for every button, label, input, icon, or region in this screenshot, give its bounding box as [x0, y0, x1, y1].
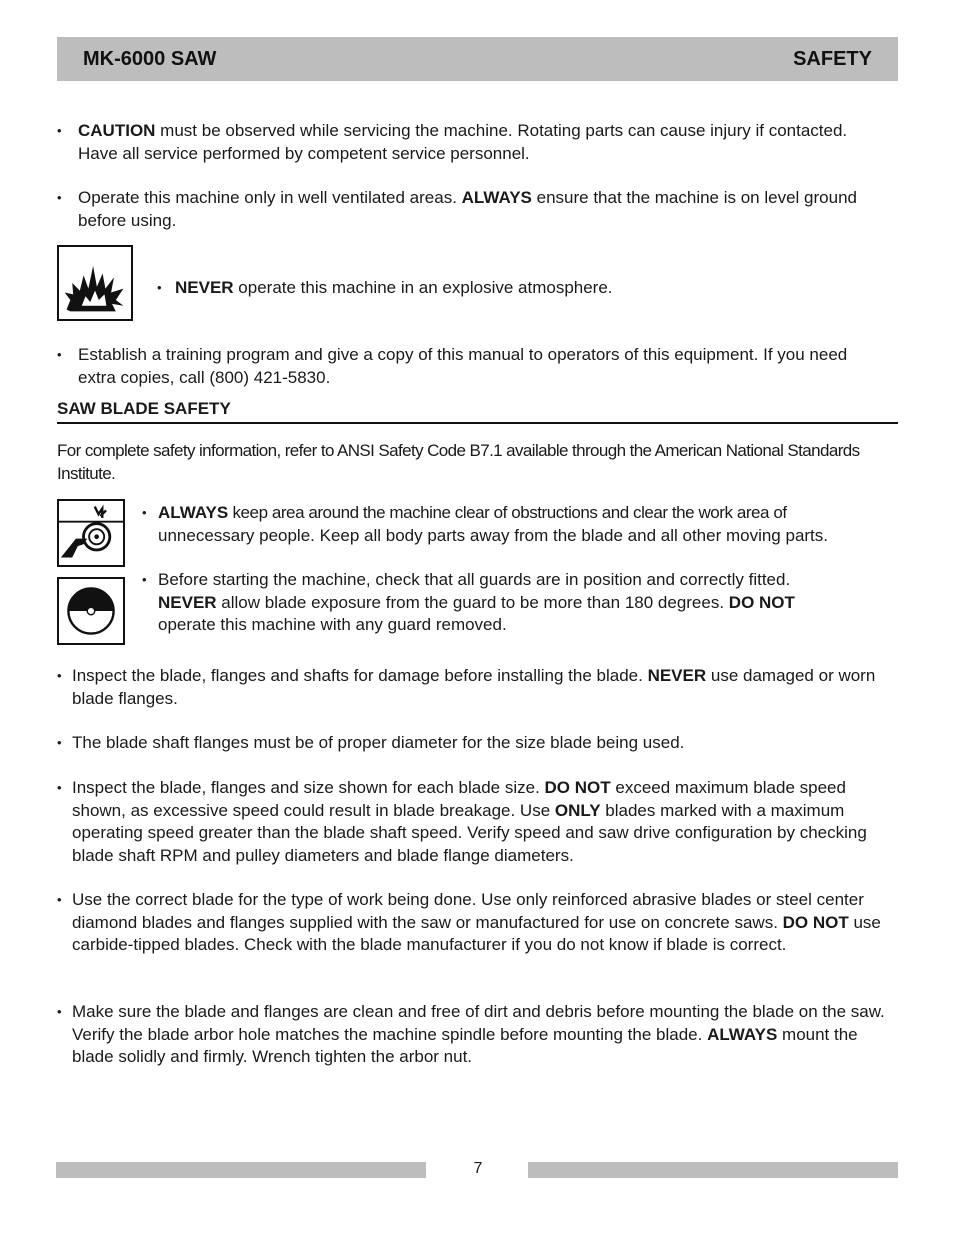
bullet-correct-blade: • Use the correct blade for the type of work being done. Use only reinforced abrasive blades or steel center diamond blades and flanges supplied with the saw or manufactured for use on concrete saws. DO NOT use carbide-tipped blades. Check with the blade manufacturer if you do not know if blade is correct. [57, 890, 881, 954]
bullet-always-keep-clear: • ALWAYS keep area around the machine clear of obstructions and clear the work area of unnecessary people. Keep all body parts away from the blade and all other moving parts. [142, 503, 829, 545]
bullet-dot: • [57, 780, 62, 795]
footer-bar-right [528, 1162, 898, 1178]
explosion-hazard-icon [57, 245, 133, 321]
bullet-dot: • [57, 123, 62, 138]
section-intro: For complete safety information, refer to ANSI Safety Code B7.1 available through the American National Standards Institute. [57, 441, 860, 483]
bullet-dot: • [57, 190, 62, 205]
bullet-dot: • [57, 668, 62, 683]
bullet-flange-diameter: • The blade shaft flanges must be of proper diameter for the size blade being used. [57, 732, 892, 756]
bullet-dot: • [57, 735, 62, 750]
bullet-dot: • [57, 892, 62, 907]
bullet-mounting: • Make sure the blade and flanges are clean and free of dirt and debris before mounting the blade on the saw. Verify the blade arbor hole matches the machine spindle before mounting the blade. ALWAYS mount the blade solidly and firmly. Wrench tighten the arbor nut. [57, 1002, 885, 1066]
bullet-dot: • [142, 505, 147, 520]
header-section: SAFETY [793, 47, 872, 70]
bullet-dot: • [57, 1004, 62, 1019]
section-title: SAW BLADE SAFETY [57, 399, 898, 424]
bullet-explosive: • NEVER operate this machine in an explosive atmosphere. [157, 277, 857, 301]
bullet-dot: • [157, 280, 162, 295]
keep-body-parts-clear-icon [57, 499, 125, 567]
footer-bar-left [56, 1162, 426, 1178]
bullet-dot: • [57, 347, 62, 362]
bullet-inspect-flanges: • Inspect the blade, flanges and shafts for damage before installing the blade. NEVER use damaged or worn blade flanges. [57, 666, 876, 708]
bullet-guards: • Before starting the machine, check that all guards are in position and correctly fitted. NEVER allow blade exposure from the guard to be more than 180 degrees. DO NOT operate this machine with any guard removed. [142, 570, 795, 634]
bullet-caution: • CAUTION must be observed while servicing the machine. Rotating parts can cause injury if contacted. Have all service performed by competent service personnel. [57, 121, 848, 163]
page-number: 7 [473, 1160, 483, 1177]
bullet-blade-speed: • Inspect the blade, flanges and size shown for each blade size. DO NOT exceed maximum blade speed shown, as excessive speed could result in blade breakage. Use ONLY blades marked with a maximum operating speed greater than the blade shaft speed. Verify speed and saw drive configuration by checking blade shaft RPM and pulley diameters and blade flange diameters. [57, 778, 867, 865]
bullet-training: • Establish a training program and give a copy of this manual to operators of this equipment. If you need extra copies, call (800) 421-5830. [57, 345, 848, 387]
bullet-ventilation: • Operate this machine only in well ventilated areas. ALWAYS ensure that the machine is on level ground before using. [57, 188, 857, 230]
bullet-dot: • [142, 572, 147, 587]
header-title: MK-6000 SAW [83, 47, 217, 70]
page-header [57, 37, 898, 81]
blade-guard-icon [57, 577, 125, 645]
